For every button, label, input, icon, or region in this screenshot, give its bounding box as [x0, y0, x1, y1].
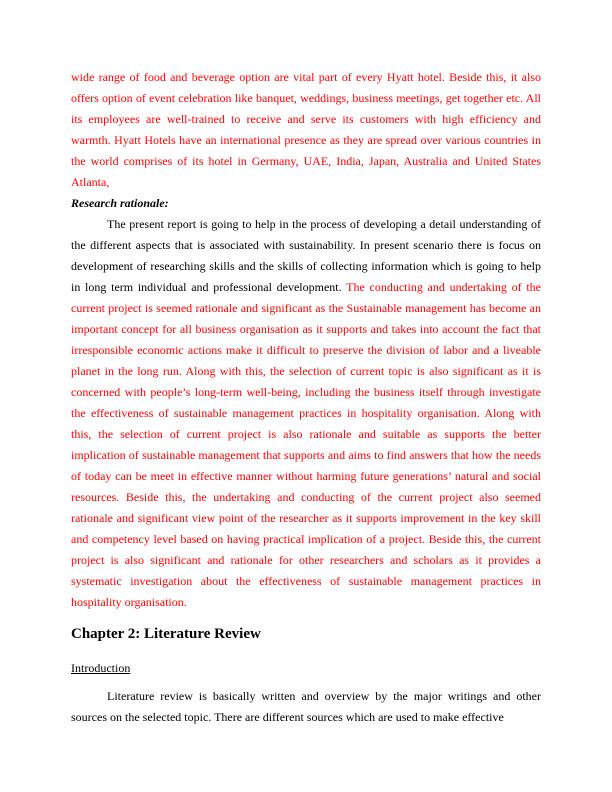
paragraph-hyatt-overview [71, 67, 541, 193]
paragraph-rationale-red-text: The conducting and undertaking of the current project is seemed rationale and significant as the Sustainable management has become an important concept for all business organisation as it supports and takes into account the fact that irresponsible economic actions make it difficult to preserve the division of labor and a liveable planet in the long run. Along with this, the selection of current topic is also significant as it is concerned with people’s long-term well-being, including the business itself through investigate the effectiveness of sustainable management practices in hospitality organisation. Along with this, the selection of current project is also rationale and suitable as supports the better implication of sustainable management that supports and aims to find answers that how the needs of today can be meet in effective manner without harming future generations’ natural and social resources. Beside this, the undertaking and conducting of the current project also seemed rationale and significant view point of the researcher as it supports improvement in the key skill and competency level based on having practical implication of a project. Beside this, the current project is also significant and rationale for other researchers and scholars as it provides a systematic investigation about the effectiveness of sustainable management practices in hospitality organisation. [71, 280, 542, 609]
paragraph-literature-review: Literature review is basically written and overview by the major writings and other sources on the selected topic. There are different sources which are used to make effective [71, 689, 541, 724]
paragraph-hyatt-red-text: wide range of food and beverage option are vital part of every Hyatt hotel. Beside this, it also offers option of event celebration like banquet, weddings, business meetings, get together etc. All its employees are well-trained to receive and serve its customers with high efficiency and warmth. Hyatt Hotels have an international presence as they are spread over various countries in the world comprises of its hotel in Germany, UAE, India, Japan, Australia and United States Atlanta, [71, 70, 541, 189]
heading-chapter-2-literature-review: Chapter 2: Literature Review [71, 626, 261, 642]
paragraph-rationale-black-text: The present report is going to help in the process of developing a detail understanding of the different aspects that is associated with sustainability. In present scenario there is focus on development of researching skills and the skills of collecting information which is going to help in long term individual and professional development. [71, 217, 541, 294]
heading-research-rationale: Research rationale: [71, 196, 169, 210]
paragraph-research-rationale [71, 214, 541, 613]
heading-introduction: Introduction [71, 661, 131, 675]
